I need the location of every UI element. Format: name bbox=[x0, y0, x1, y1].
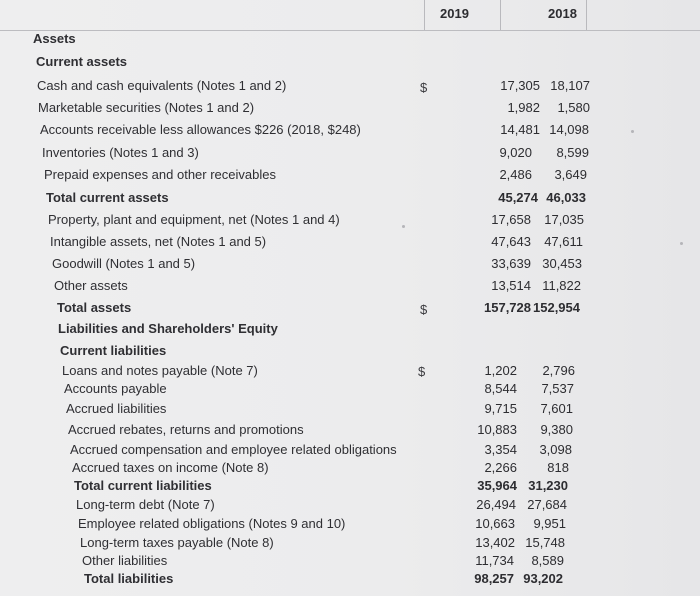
statement-row bbox=[0, 211, 700, 231]
value-2018: 7,537 bbox=[541, 381, 574, 396]
row-label: Total current assets bbox=[46, 190, 169, 205]
value-2018: 152,954 bbox=[533, 300, 580, 315]
statement-row bbox=[0, 320, 700, 340]
statement-row bbox=[0, 421, 700, 441]
value-2018: 27,684 bbox=[527, 497, 567, 512]
value-2019: 13,514 bbox=[491, 278, 531, 293]
statement-row bbox=[0, 496, 700, 516]
value-2019: 45,274 bbox=[498, 190, 538, 205]
value-2018: 30,453 bbox=[542, 256, 582, 271]
row-label: Loans and notes payable (Note 7) bbox=[62, 363, 258, 378]
value-2018: 18,107 bbox=[550, 78, 590, 93]
value-2019: 14,481 bbox=[500, 122, 540, 137]
year-2018-header: 2018 bbox=[548, 6, 577, 21]
statement-row bbox=[0, 166, 700, 186]
value-2018: 11,822 bbox=[542, 278, 581, 293]
statement-row bbox=[0, 342, 700, 362]
row-label: Total current liabilities bbox=[74, 478, 212, 493]
value-2018: 93,202 bbox=[523, 571, 563, 586]
row-label: Current assets bbox=[36, 54, 128, 69]
row-label: Accounts receivable less allowances $226 (2018, $248) bbox=[40, 122, 361, 137]
value-2019: 33,639 bbox=[491, 256, 531, 271]
row-label: Cash and cash equivalents (Notes 1 and 2) bbox=[37, 78, 287, 93]
row-label: Total assets bbox=[57, 300, 132, 315]
statement-row bbox=[0, 477, 700, 497]
value-2018: 14,098 bbox=[549, 122, 589, 137]
value-2019: 11,734 bbox=[475, 553, 514, 568]
statement-row bbox=[0, 121, 700, 141]
row-label: Accrued rebates, returns and promotions bbox=[68, 422, 304, 437]
statement-row bbox=[0, 515, 700, 535]
statement-row bbox=[0, 30, 700, 50]
row-label: Accounts payable bbox=[64, 381, 167, 396]
value-2019: 10,663 bbox=[475, 516, 515, 531]
value-2018: 46,033 bbox=[546, 190, 586, 205]
value-2018: 17,035 bbox=[544, 212, 584, 227]
value-2019: 17,658 bbox=[491, 212, 531, 227]
row-label: Other assets bbox=[54, 278, 128, 293]
row-label: Other liabilities bbox=[82, 553, 168, 568]
value-2019: 47,643 bbox=[491, 234, 531, 249]
value-2018: 31,230 bbox=[528, 478, 568, 493]
value-2019: 9,715 bbox=[484, 401, 517, 416]
value-2019: 8,544 bbox=[484, 381, 517, 396]
value-2019: 17,305 bbox=[500, 78, 540, 93]
currency-symbol: $ bbox=[420, 302, 428, 317]
statement-row bbox=[0, 534, 700, 554]
value-2019: 98,257 bbox=[474, 571, 514, 586]
row-label: Accrued liabilities bbox=[66, 401, 167, 416]
row-label: Goodwill (Notes 1 and 5) bbox=[52, 256, 196, 271]
value-2019: 2,266 bbox=[484, 460, 517, 475]
value-2018: 2,796 bbox=[542, 363, 575, 378]
value-2019: 9,020 bbox=[499, 145, 532, 160]
value-2018: 3,649 bbox=[554, 167, 587, 182]
value-2019: 3,354 bbox=[484, 442, 517, 457]
row-label: Prepaid expenses and other receivables bbox=[44, 167, 276, 182]
value-2019: 10,883 bbox=[477, 422, 517, 437]
row-label: Property, plant and equipment, net (Notes 1 and 4) bbox=[48, 212, 340, 227]
row-label: Liabilities and Shareholders' Equity bbox=[58, 321, 278, 336]
statement-row bbox=[0, 99, 700, 119]
statement-row bbox=[0, 189, 700, 209]
value-2018: 15,748 bbox=[525, 535, 565, 550]
column-divider bbox=[424, 0, 425, 30]
value-2018: 8,599 bbox=[556, 145, 589, 160]
statement-row bbox=[0, 362, 700, 382]
row-label: Current liabilities bbox=[60, 343, 167, 358]
currency-symbol: $ bbox=[420, 80, 428, 95]
statement-row bbox=[0, 299, 700, 319]
statement-row bbox=[0, 255, 700, 275]
statement-row bbox=[0, 552, 700, 572]
value-2019: 26,494 bbox=[476, 497, 516, 512]
statement-row bbox=[0, 144, 700, 164]
statement-row bbox=[0, 77, 700, 97]
statement-row bbox=[0, 233, 700, 253]
value-2018: 818 bbox=[547, 460, 569, 475]
value-2019: 13,402 bbox=[475, 535, 515, 550]
statement-row bbox=[0, 570, 700, 590]
statement-row bbox=[0, 441, 700, 461]
year-2019-header: 2019 bbox=[440, 6, 469, 21]
row-label: Long-term taxes payable (Note 8) bbox=[80, 535, 274, 550]
currency-symbol: $ bbox=[418, 364, 426, 379]
value-2019: 157,728 bbox=[484, 300, 531, 315]
value-2018: 9,380 bbox=[540, 422, 573, 437]
row-label: Accrued taxes on income (Note 8) bbox=[72, 460, 269, 475]
row-label: Marketable securities (Notes 1 and 2) bbox=[38, 100, 255, 115]
row-label: Intangible assets, net (Notes 1 and 5) bbox=[50, 234, 267, 249]
row-label: Total liabilities bbox=[84, 571, 174, 586]
row-label: Employee related obligations (Notes 9 and 10) bbox=[78, 516, 346, 531]
value-2018: 47,611 bbox=[544, 234, 583, 249]
value-2018: 8,589 bbox=[531, 553, 564, 568]
value-2018: 3,098 bbox=[539, 442, 572, 457]
column-divider bbox=[500, 0, 501, 30]
value-2018: 1,580 bbox=[557, 100, 590, 115]
statement-row bbox=[0, 53, 700, 73]
statement-row bbox=[0, 400, 700, 420]
value-2019: 35,964 bbox=[477, 478, 517, 493]
value-2019: 2,486 bbox=[499, 167, 532, 182]
row-label: Inventories (Notes 1 and 3) bbox=[42, 145, 199, 160]
row-label: Assets bbox=[33, 31, 76, 46]
column-divider bbox=[586, 0, 587, 30]
value-2019: 1,202 bbox=[484, 363, 517, 378]
row-label: Long-term debt (Note 7) bbox=[76, 497, 215, 512]
statement-row bbox=[0, 277, 700, 297]
value-2018: 9,951 bbox=[533, 516, 566, 531]
row-label: Accrued compensation and employee related obligations bbox=[70, 442, 397, 457]
statement-row bbox=[0, 380, 700, 400]
value-2018: 7,601 bbox=[540, 401, 573, 416]
value-2019: 1,982 bbox=[507, 100, 540, 115]
statement-row bbox=[0, 459, 700, 479]
